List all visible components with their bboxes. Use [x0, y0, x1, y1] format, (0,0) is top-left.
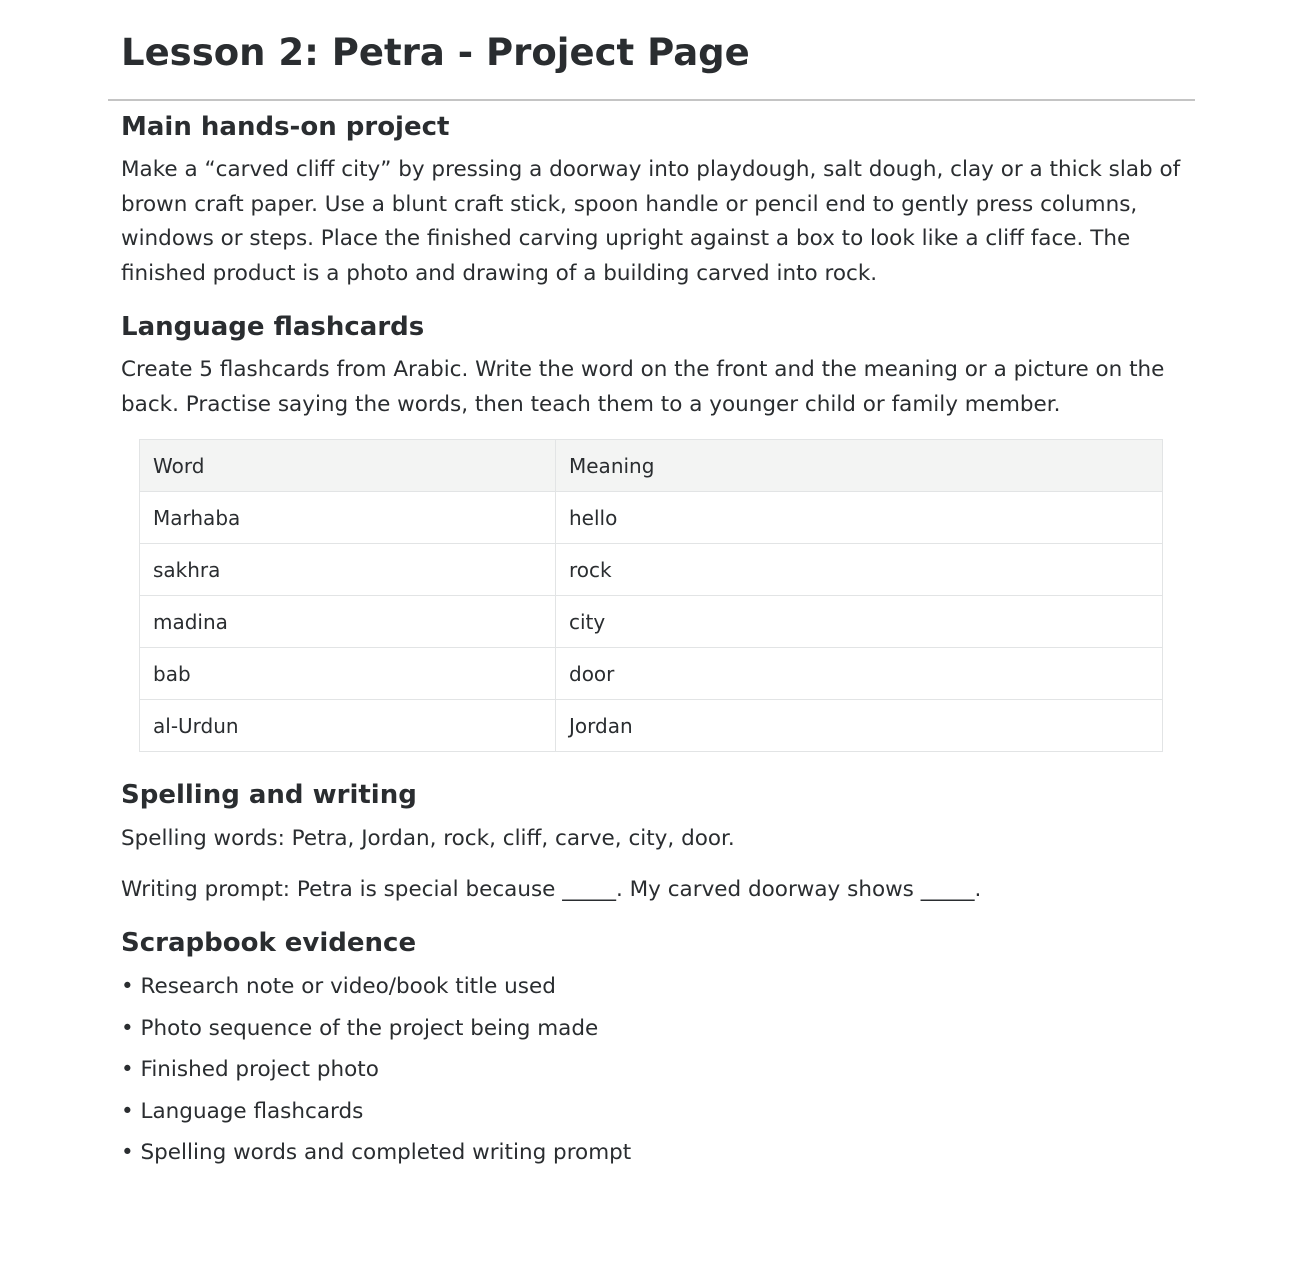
meaning-cell: city	[556, 596, 1163, 648]
list-item: • Research note or video/book title used	[121, 974, 556, 999]
column-header-word: Word	[140, 440, 556, 492]
meaning-cell: Jordan	[556, 700, 1163, 752]
word-cell: bab	[140, 648, 556, 700]
word-cell: madina	[140, 596, 556, 648]
writing-prompt: Writing prompt: Petra is special because _____. My carved doorway shows _____.	[121, 876, 982, 902]
meaning-cell: door	[556, 648, 1163, 700]
project-page	[108, 0, 1195, 1178]
list-item: • Spelling words and completed writing prompt	[121, 1140, 632, 1165]
flashcards-table	[139, 439, 1163, 752]
main-project-section	[121, 111, 1181, 291]
list-item: • Language flashcards	[121, 1098, 364, 1124]
main-project-description: Make a “carved cliff city” by pressing a doorway into playdough, salt dough, clay or a thick slab of brown craft paper. Use a blunt craft stick, spoon handle or pencil end to gently press columns, windows or steps. Place the finished carving upright against a box to look like a cliff face. The finished product is a photo and drawing of a building carved into rock.	[121, 157, 1181, 286]
page-title: Lesson 2: Petra - Project Page	[121, 31, 750, 74]
column-header-meaning: Meaning	[556, 440, 1163, 492]
table-row	[140, 596, 1163, 648]
table-row	[140, 648, 1163, 700]
word-cell: Marhaba	[140, 492, 556, 544]
spelling-words: Spelling words: Petra, Jordan, rock, cliff, carve, city, door.	[121, 826, 735, 851]
scrapbook-heading: Scrapbook evidence	[121, 928, 417, 958]
table-row	[140, 700, 1163, 752]
spelling-heading: Spelling and writing	[121, 780, 417, 810]
list-item: • Finished project photo	[121, 1057, 379, 1082]
page-header	[108, 0, 1195, 101]
table-row	[140, 492, 1163, 544]
scrapbook-list	[121, 970, 1181, 1171]
list-item: • Photo sequence of the project being made	[121, 1015, 599, 1041]
scrapbook-section	[121, 927, 1181, 1171]
flashcards-section	[121, 311, 1181, 752]
table-header-row	[140, 440, 1163, 492]
meaning-cell: rock	[556, 544, 1163, 596]
meaning-cell: hello	[556, 492, 1163, 544]
word-cell: sakhra	[140, 544, 556, 596]
table-row	[140, 544, 1163, 596]
spelling-section	[121, 779, 1181, 907]
flashcards-description: Create 5 flashcards from Arabic. Write the word on the front and the meaning or a picture on the back. Practise saying the words, then teach them to a younger child or family member.	[121, 357, 1165, 417]
page-content	[108, 111, 1195, 1171]
flashcards-heading: Language flashcards	[121, 312, 425, 342]
main-project-heading: Main hands-on project	[121, 112, 450, 142]
word-cell: al-Urdun	[140, 700, 556, 752]
